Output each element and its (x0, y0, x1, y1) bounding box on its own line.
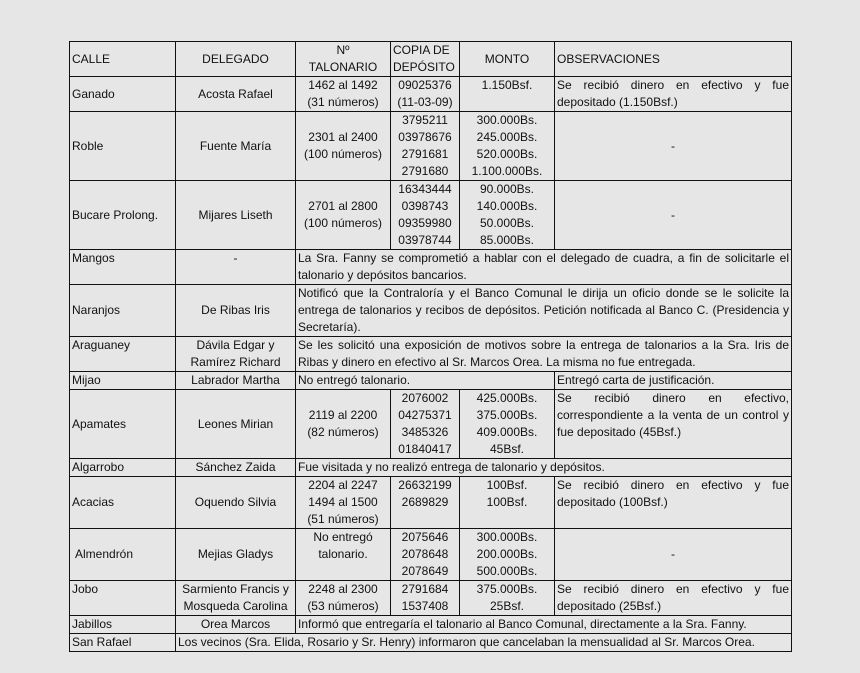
calle-cell: Mangos (70, 250, 176, 285)
delegado-cell: Mijares Liseth (176, 181, 296, 250)
monto-cell: 300.000Bs. 245.000Bs. 520.000Bs. 1.100.000Bs. (460, 112, 555, 181)
note-cell: Fue visitada y no realizó entrega de talonario y depósitos. (296, 459, 792, 477)
header-delegado: DELEGADO (176, 42, 296, 77)
calle-cell: Acacias (70, 477, 176, 529)
header-calle: CALLE (70, 42, 176, 77)
copia-cell: 2076002 04275371 3485326 01840417 (391, 390, 460, 459)
observaciones-cell: - (555, 112, 792, 181)
table-row (70, 529, 792, 581)
talonario-cell: 2301 al 2400 (100 números) (296, 112, 391, 181)
calle-cell: Apamates (70, 390, 176, 459)
delegado-cell: Acosta Rafael (176, 77, 296, 112)
copia-cell: 16343444 0398743 09359980 03978744 (391, 181, 460, 250)
monto-cell: 300.000Bs. 200.000Bs. 500.000Bs. (460, 529, 555, 581)
calle-cell: Jobo (70, 581, 176, 616)
observaciones-cell: - (555, 529, 792, 581)
note-cell: Notificó que la Contraloría y el Banco Comunal le dirija un oficio donde se le solicite la entrega de talonarios y recibos de depósitos. Petición notificada al Banco C. (Presidencia y Secretaría). (296, 285, 792, 337)
copia-cell: 2075646 2078648 2078649 (391, 529, 460, 581)
table-row (70, 112, 792, 181)
talonario-cell: 2119 al 2200 (82 números) (296, 390, 391, 459)
table-row (70, 337, 792, 372)
monto-cell: 375.000Bs. 25Bsf. (460, 581, 555, 616)
calle-cell: Roble (70, 112, 176, 181)
monto-cell: 90.000Bs. 140.000Bs. 50.000Bs. 85.000Bs. (460, 181, 555, 250)
monto-cell: 425.000Bs. 375.000Bs. 409.000Bs. 45Bsf. (460, 390, 555, 459)
delegado-cell: - (176, 250, 296, 285)
calle-cell: San Rafael (70, 634, 176, 652)
note-cell: Informó que entregaría el talonario al Banco Comunal, directamente a la Sra. Fanny. (296, 616, 792, 634)
calle-cell: Araguaney (70, 337, 176, 372)
copia-cell: 2791684 1537408 (391, 581, 460, 616)
table-row (70, 181, 792, 250)
observaciones-cell: Entregó carta de justificación. (555, 372, 792, 390)
calle-cell: Almendrón (70, 529, 176, 581)
observaciones-cell: - (555, 181, 792, 250)
calle-cell: Naranjos (70, 285, 176, 337)
talonario-cell: No entregó talonario. (296, 529, 391, 581)
header-talonario: Nº TALONARIO (296, 42, 391, 77)
copia-cell: 3795211 03978676 2791681 2791680 (391, 112, 460, 181)
delegado-cell: Dávila Edgar y Ramírez Richard (176, 337, 296, 372)
delegado-cell: Mejias Gladys (176, 529, 296, 581)
calle-cell: Jabillos (70, 616, 176, 634)
note-cell: Los vecinos (Sra. Elida, Rosario y Sr. Henry) informaron que cancelaban la mensualidad al Sr. Marcos Orea. (176, 634, 792, 652)
calle-cell: Mijao (70, 372, 176, 390)
observaciones-cell: Se recibió dinero en efectivo y fue depositado (25Bsf.) (555, 581, 792, 616)
header-observaciones: OBSERVACIONES (555, 42, 792, 77)
table-row (70, 581, 792, 616)
copia-cell: 26632199 2689829 (391, 477, 460, 529)
note-cell: Se les solicitó una exposición de motivos sobre la entrega de talonarios a la Sra. Iris de Ribas y dinero en efectivo al Sr. Marcos Orea. La misma no fue entregada. (296, 337, 792, 372)
talonario-cell: 1462 al 1492 (31 números) (296, 77, 391, 112)
delegado-cell: Orea Marcos (176, 616, 296, 634)
observaciones-cell: Se recibió dinero en efectivo y fue depositado (1.150Bsf.) (555, 77, 792, 112)
talonario-cell: 2204 al 2247 1494 al 1500 (51 números) (296, 477, 391, 529)
delegado-cell: Leones Mirian (176, 390, 296, 459)
copia-cell: 09025376 (11-03-09) (391, 77, 460, 112)
observaciones-cell: Se recibió dinero en efectivo, correspondiente a la venta de un control y fue depositado (45Bsf.) (555, 390, 792, 459)
calle-cell: Bucare Prolong. (70, 181, 176, 250)
table-row (70, 477, 792, 529)
delegado-cell: Oquendo Silvia (176, 477, 296, 529)
talonario-cell: 2248 al 2300 (53 números) (296, 581, 391, 616)
table-row (70, 390, 792, 459)
delegado-cell: Fuente María (176, 112, 296, 181)
monto-cell: 100Bsf. 100Bsf. (460, 477, 555, 529)
table-row (70, 77, 792, 112)
table-row (70, 459, 792, 477)
table-row (70, 250, 792, 285)
report-table (69, 41, 792, 652)
calle-cell: Ganado (70, 77, 176, 112)
header-row (70, 42, 792, 77)
delegado-cell: Sánchez Zaida (176, 459, 296, 477)
delegado-cell: De Ribas Iris (176, 285, 296, 337)
header-copia-deposito: COPIA DE DEPÓSITO (391, 42, 460, 77)
delegado-cell: Sarmiento Francis y Mosqueda Carolina (176, 581, 296, 616)
table-row (70, 634, 792, 652)
table-row (70, 285, 792, 337)
monto-cell: 1.150Bsf. (460, 77, 555, 112)
note-cell: No entregó talonario. (296, 372, 555, 390)
header-monto: MONTO (460, 42, 555, 77)
table-row (70, 372, 792, 390)
observaciones-cell: Se recibió dinero en efectivo y fue depositado (100Bsf.) (555, 477, 792, 529)
table-row (70, 616, 792, 634)
calle-cell: Algarrobo (70, 459, 176, 477)
talonario-cell: 2701 al 2800 (100 números) (296, 181, 391, 250)
note-cell: La Sra. Fanny se comprometió a hablar con el delegado de cuadra, a fin de solicitarle el talonario y depósitos bancarios. (296, 250, 792, 285)
delegado-cell: Labrador Martha (176, 372, 296, 390)
